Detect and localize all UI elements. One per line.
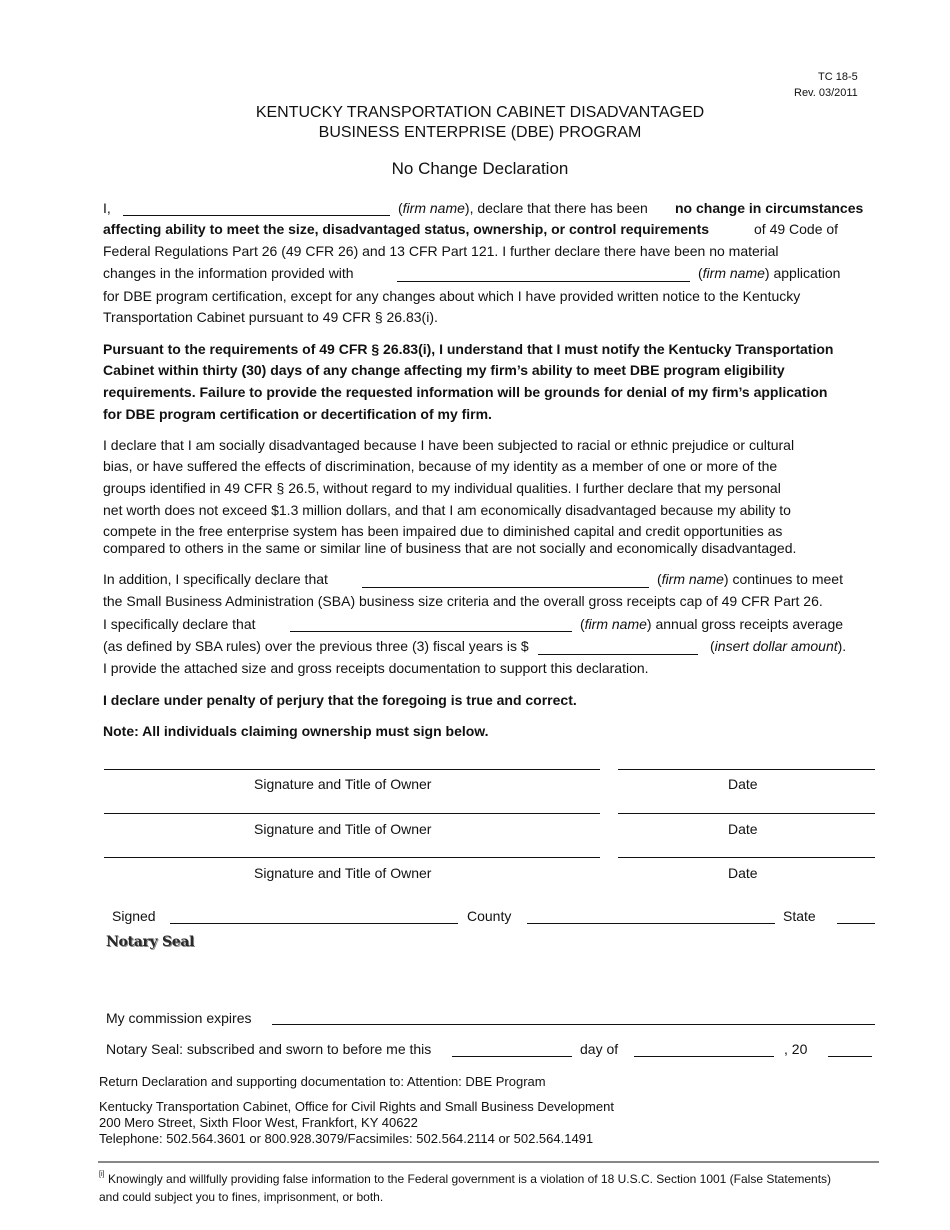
date-label-2: Date bbox=[728, 821, 758, 837]
date-line-3[interactable] bbox=[618, 857, 875, 858]
address-line3: Telephone: 502.564.3601 or 800.928.3079/Facsimiles: 502.564.2114 or 502.564.1491 bbox=[99, 1131, 594, 1146]
para3-line4: net worth does not exceed $1.3 million dollars, and that I am economically disadvantaged because my ability to bbox=[103, 502, 791, 518]
county-line[interactable] bbox=[527, 923, 775, 924]
para4-line5: I provide the attached size and gross receipts documentation to support this declaration. bbox=[103, 660, 649, 676]
page-title: No Change Declaration bbox=[391, 159, 569, 178]
footnote-divider bbox=[98, 1161, 879, 1163]
header-title-line1: KENTUCKY TRANSPORTATION CABINET DISADVANTAGED bbox=[255, 104, 705, 121]
signed-label: Signed bbox=[112, 908, 156, 924]
header-title-line2: BUSINESS ENTERPRISE (DBE) PROGRAM bbox=[318, 124, 642, 141]
state-line[interactable] bbox=[837, 923, 875, 924]
para1-line2-end: of 49 Code of bbox=[754, 221, 839, 237]
para4-line1-end: (firm name) continues to meet bbox=[657, 571, 843, 587]
signature-label-2: Signature and Title of Owner bbox=[254, 821, 432, 837]
para1-line3: Federal Regulations Part 26 (49 CFR 26) and 13 CFR Part 121. I further declare there have been no material bbox=[103, 243, 779, 259]
perjury-statement: I declare under penalty of perjury that the foregoing is true and correct. bbox=[103, 692, 577, 708]
signature-line-2[interactable] bbox=[104, 813, 600, 814]
para4-line4-end: (insert dollar amount). bbox=[710, 638, 847, 654]
para1-line4-end: (firm name) application bbox=[698, 265, 841, 281]
para4-line2: the Small Business Administration (SBA) business size criteria and the overall gross receipts cap of 49 CFR Part 26. bbox=[103, 593, 823, 609]
sworn-day-line[interactable] bbox=[452, 1056, 572, 1057]
signature-label-1: Signature and Title of Owner bbox=[254, 776, 432, 792]
para2-line4: for DBE program certification or decertification of my firm. bbox=[103, 406, 492, 422]
signature-label-3: Signature and Title of Owner bbox=[254, 865, 432, 881]
county-label: County bbox=[467, 908, 512, 924]
para1-line5: for DBE program certification, except for any changes about which I have provided written notice to the Kentucky bbox=[103, 288, 801, 304]
firm-name-line-3[interactable] bbox=[290, 631, 572, 632]
para3-line2: bias, or have suffered the effects of discrimination, because of my identity as a member of one or more of the bbox=[103, 458, 778, 474]
para4-line1: In addition, I specifically declare that bbox=[103, 571, 328, 587]
dollar-amount-line[interactable] bbox=[538, 654, 698, 655]
year-line[interactable] bbox=[828, 1056, 872, 1057]
commission-line[interactable] bbox=[272, 1024, 875, 1025]
address-line1: Kentucky Transportation Cabinet, Office for Civil Rights and Small Business Development bbox=[99, 1099, 614, 1114]
month-line[interactable] bbox=[634, 1056, 774, 1057]
para3-line6: compared to others in the same or similar line of business that are not socially and economically disadvantaged. bbox=[103, 540, 797, 556]
year-label: , 20 bbox=[784, 1041, 808, 1057]
day-of-label: day of bbox=[580, 1041, 619, 1057]
state-label: State bbox=[783, 908, 816, 924]
signature-line-1[interactable] bbox=[104, 769, 600, 770]
para2-line2: Cabinet within thirty (30) days of any change affecting my firm’s ability to meet DBE program eligibility bbox=[103, 362, 785, 378]
signature-line-3[interactable] bbox=[104, 857, 600, 858]
sworn-label: Notary Seal: subscribed and sworn to before me this bbox=[106, 1041, 432, 1057]
para3-line1: I declare that I am socially disadvantaged because I have been subjected to racial or ethnic prejudice or cultural bbox=[103, 437, 795, 453]
para1-line6: Transportation Cabinet pursuant to 49 CFR § 26.83(i). bbox=[103, 309, 438, 325]
para3-line5: compete in the free enterprise system has been impaired due to diminished capital and credit opportunities as bbox=[103, 523, 783, 539]
commission-label: My commission expires bbox=[106, 1010, 252, 1026]
form-code: TC 18-5 bbox=[818, 71, 858, 83]
footnote-marker: [i] bbox=[99, 1171, 105, 1178]
address-line2: 200 Mero Street, Sixth Floor West, Frankfort, KY 40622 bbox=[99, 1115, 418, 1130]
return-instructions: Return Declaration and supporting documentation to: Attention: DBE Program bbox=[99, 1074, 546, 1089]
para2-line1: Pursuant to the requirements of 49 CFR § 26.83(i), I understand that I must notify the Kentucky Transportation bbox=[103, 341, 834, 357]
declarant-name-line[interactable] bbox=[123, 215, 390, 216]
para1-line4: changes in the information provided with bbox=[103, 265, 354, 281]
footnote-line2: and could subject you to fines, imprisonment, or both. bbox=[99, 1190, 384, 1204]
para1-line2-bold: affecting ability to meet the size, disadvantaged status, ownership, or control requirements bbox=[103, 221, 710, 237]
para4-line3-end: (firm name) annual gross receipts average bbox=[580, 616, 844, 632]
notary-seal-stamp: Notary Seal bbox=[106, 934, 195, 950]
para1-no-change: no change in circumstances bbox=[675, 200, 864, 216]
para1-i: I, bbox=[103, 200, 111, 216]
date-label-3: Date bbox=[728, 865, 758, 881]
form-revision: Rev. 03/2011 bbox=[794, 87, 858, 99]
firm-name-line-2[interactable] bbox=[362, 587, 649, 588]
footnote-line1: Knowingly and willfully providing false information to the Federal government is a violation of 18 U.S.C. Section 1001 (False Statements) bbox=[108, 1172, 832, 1186]
firm-name-line-1[interactable] bbox=[397, 281, 690, 282]
para1-line1: (firm name), declare that there has been bbox=[398, 200, 648, 216]
para4-line4: (as defined by SBA rules) over the previous three (3) fiscal years is $ bbox=[103, 638, 529, 654]
ownership-note: Note: All individuals claiming ownership must sign below. bbox=[103, 723, 489, 739]
para4-line3: I specifically declare that bbox=[103, 616, 256, 632]
signed-line[interactable] bbox=[170, 923, 458, 924]
date-line-1[interactable] bbox=[618, 769, 875, 770]
date-line-2[interactable] bbox=[618, 813, 875, 814]
date-label-1: Date bbox=[728, 776, 758, 792]
para3-line3: groups identified in 49 CFR § 26.5, without regard to my individual qualities. I further declare that my personal bbox=[103, 480, 781, 496]
para2-line3: requirements. Failure to provide the requested information will be grounds for denial of my firm’s application bbox=[103, 384, 828, 400]
